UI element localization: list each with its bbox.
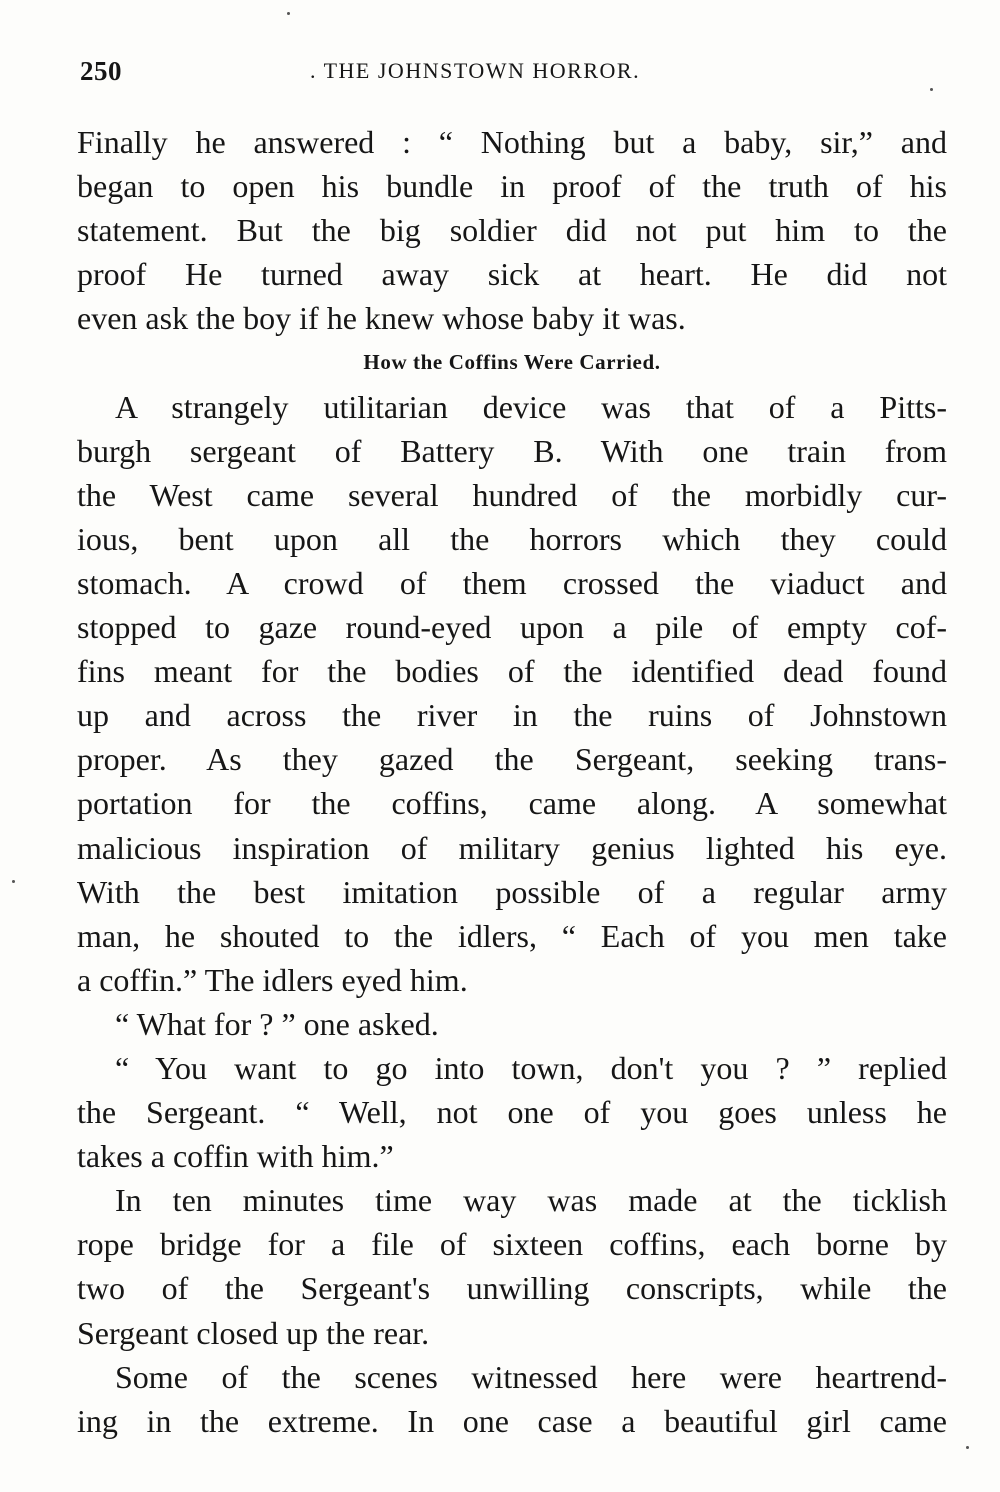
text-line: stopped to gaze round-eyed upon a pile of empty cof- (77, 609, 947, 646)
text-line: the Sergeant. “ Well, not one of you goes unless he (77, 1094, 947, 1131)
running-head: . THE JOHNSTOWN HORROR. (310, 58, 641, 83)
text-line: takes a coffin with him.” (77, 1138, 394, 1175)
scan-speck (287, 12, 290, 15)
text-line: ious, bent upon all the horrors which they could (77, 520, 947, 557)
scan-speck (930, 88, 933, 91)
text-line: proof He turned away sick at heart. He did not (77, 256, 947, 293)
text-line: fins meant for the bodies of the identified dead found (77, 653, 947, 690)
text-line: “ You want to go into town, don't you ? ” replied (115, 1049, 947, 1086)
text-line: portation for the coffins, came along. A somewhat (77, 785, 947, 822)
scan-speck (966, 1446, 969, 1449)
text-line: Sergeant closed up the rear. (77, 1314, 430, 1351)
text-line: statement. But the big soldier did not put him to the (77, 212, 947, 249)
text-line: began to open his bundle in proof of the truth of his (77, 168, 947, 205)
text-line: rope bridge for a file of sixteen coffins, each borne by (77, 1226, 947, 1263)
text-line: the West came several hundred of the morbidly cur- (77, 476, 947, 513)
text-line: two of the Sergeant's unwilling conscripts, while the (77, 1270, 947, 1307)
text-line: up and across the river in the ruins of Johnstown (77, 697, 947, 734)
text-line: burgh sergeant of Battery B. With one train from (77, 432, 947, 469)
scan-speck (12, 880, 15, 883)
text-line: ing in the extreme. In one case a beautiful girl came (77, 1402, 947, 1439)
text-line: even ask the boy if he knew whose baby it was. (77, 300, 686, 337)
text-line: stomach. A crowd of them crossed the viaduct and (77, 564, 947, 601)
text-line: A strangely utilitarian device was that of a Pitts- (115, 388, 947, 425)
text-line: Finally he answered : “ Nothing but a baby, sir,” and (77, 124, 947, 160)
text-line: With the best imitation possible of a regular army (77, 873, 947, 910)
text-line: In ten minutes time way was made at the ticklish (115, 1182, 947, 1219)
body-text (77, 120, 947, 1443)
section-heading: How the Coffins Were Carried. (363, 350, 661, 375)
page-number: 250 (80, 56, 122, 86)
text-line: man, he shouted to the idlers, “ Each of you men take (77, 917, 947, 954)
text-line: Some of the scenes witnessed here were heartrend- (115, 1358, 947, 1395)
page-header (76, 56, 948, 86)
text-line: proper. As they gazed the Sergeant, seeking trans- (77, 741, 947, 778)
text-line: “ What for ? ” one asked. (115, 1005, 439, 1042)
text-line: malicious inspiration of military genius lighted his eye. (77, 829, 947, 866)
text-line: a coffin.” The idlers eyed him. (77, 961, 468, 998)
